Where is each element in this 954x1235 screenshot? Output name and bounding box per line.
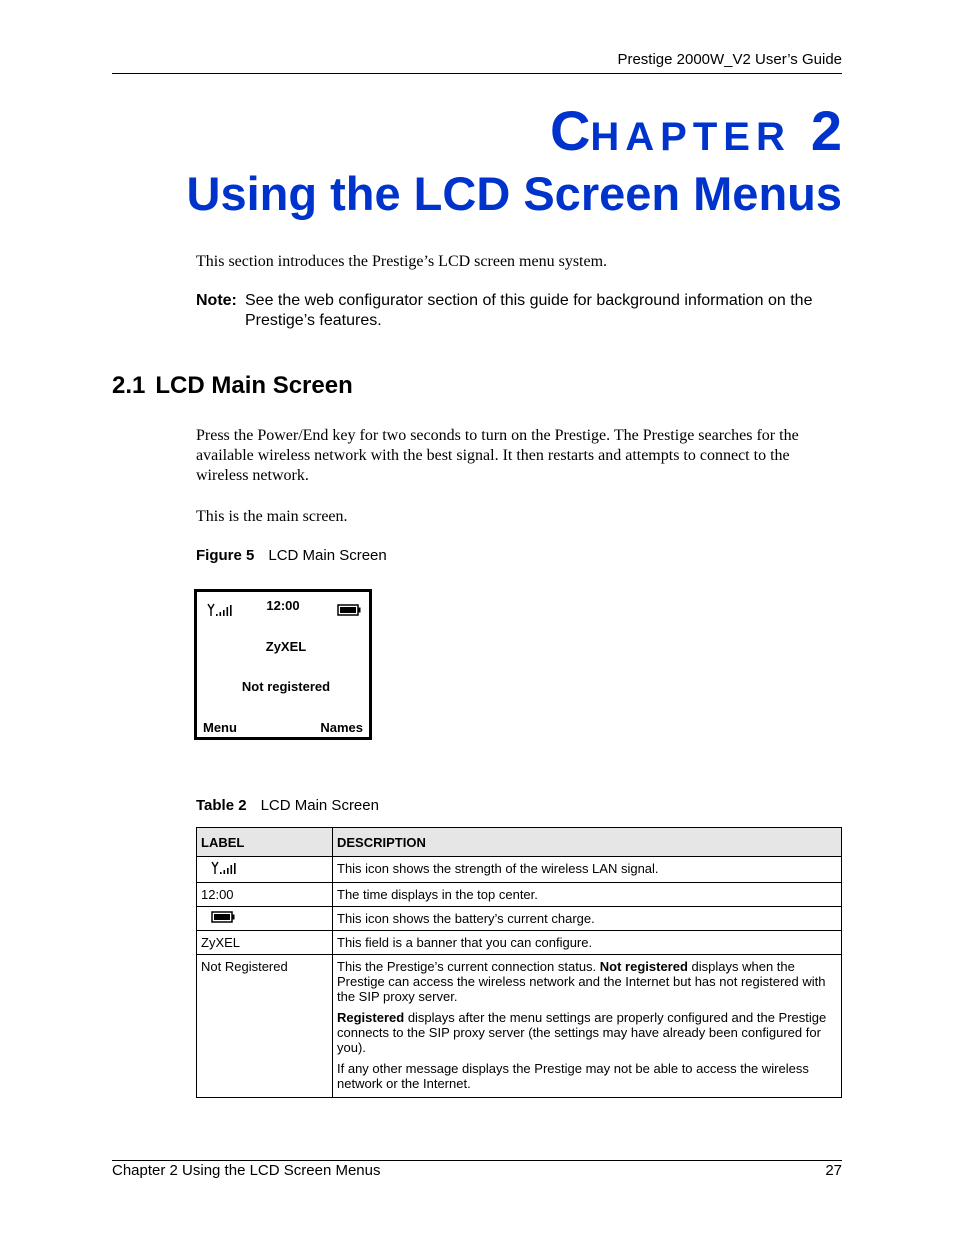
- lcd-status: Not registered: [241, 679, 331, 694]
- table-cell-description: The time displays in the top center.: [333, 883, 842, 907]
- status-description-paragraph: [337, 1010, 837, 1055]
- table-row: [197, 883, 842, 907]
- table-cell-description: [333, 955, 842, 1098]
- chapter-title: Using the LCD Screen Menus: [186, 167, 842, 220]
- section-number: 2.1: [112, 372, 146, 399]
- section-paragraph-1: Press the Power/End key for two seconds to turn on the Prestige. The Prestige searches for the available wireless network with the best signal. It then restarts and attempts to connect to the wireless network.: [196, 427, 799, 484]
- chapter-word-rest: HAPTER: [590, 115, 791, 159]
- battery-icon: [337, 604, 361, 616]
- bold-term: Registered: [337, 1010, 405, 1025]
- footer-chapter-title: Chapter 2 Using the LCD Screen Menus: [112, 1162, 381, 1179]
- chapter-word-initial: C: [549, 99, 591, 162]
- table-cell-label: 12:00: [197, 883, 333, 907]
- table-caption-text: LCD Main Screen: [260, 797, 379, 814]
- column-header-description: DESCRIPTION: [333, 828, 842, 857]
- lcd-banner: ZyXEL: [265, 639, 307, 654]
- text-run: This the Prestige’s current connection status.: [337, 959, 600, 974]
- note-label: Note:: [196, 292, 237, 309]
- chapter-number: 2: [810, 99, 842, 162]
- lcd-right-softkey: Names: [320, 720, 363, 735]
- table-cell-description: This field is a banner that you can configure.: [333, 931, 842, 955]
- table-header-row: [197, 828, 842, 857]
- table-cell-label: [197, 907, 333, 931]
- table-cell-label: [197, 857, 333, 883]
- table-label: Table 2: [196, 797, 247, 814]
- text-run: displays after the menu settings are properly configured and the Prestige connects to the SIP proxy server (the settings may have already been configured for you).: [337, 1010, 827, 1055]
- page-number: 27: [825, 1162, 842, 1179]
- section-title: LCD Main Screen: [155, 372, 353, 399]
- table-cell-description: This icon shows the strength of the wireless LAN signal.: [333, 857, 842, 883]
- text-run: displays when the Prestige can access the wireless network and the Internet but has not registered with the SIP proxy server.: [337, 959, 826, 1004]
- section-paragraph-2: This is the main screen.: [196, 508, 348, 525]
- table-cell-label: Not Registered: [197, 955, 333, 1098]
- table-cell-description: This icon shows the battery’s current charge.: [333, 907, 842, 931]
- lcd-left-softkey: Menu: [203, 720, 237, 735]
- table-row: [197, 955, 842, 1098]
- running-header: Prestige 2000W_V2 User’s Guide: [617, 51, 842, 68]
- table-caption: [196, 797, 379, 814]
- battery-icon: [211, 911, 235, 923]
- note-text: See the web configurator section of this guide for background information on the Prestige’s features.: [245, 292, 813, 329]
- table-row: [197, 907, 842, 931]
- table-row: [197, 857, 842, 883]
- status-description-paragraph: [337, 959, 837, 1004]
- footer-rule: [112, 1160, 842, 1161]
- table-cell-label: ZyXEL: [197, 931, 333, 955]
- bold-term: Not registered: [599, 959, 688, 974]
- status-description-paragraph: If any other message displays the Prestige may not be able to access the wireless network or the Internet.: [337, 1061, 809, 1091]
- column-header-label: LABEL: [197, 828, 333, 857]
- figure-label: Figure 5: [196, 547, 255, 564]
- note-block: [196, 291, 842, 329]
- section-heading: [112, 372, 353, 400]
- intro-paragraph: This section introduces the Prestige’s LCD screen menu system.: [196, 253, 608, 270]
- table-row: [197, 931, 842, 955]
- lcd-time: 12:00: [266, 598, 300, 613]
- signal-strength-icon: [211, 861, 237, 875]
- figure-caption-text: LCD Main Screen: [268, 547, 387, 564]
- chapter-heading: [550, 98, 842, 170]
- lcd-screen-figure: [194, 589, 372, 740]
- header-rule: [112, 73, 842, 74]
- figure-caption: [196, 547, 387, 564]
- description-table: [196, 827, 842, 1098]
